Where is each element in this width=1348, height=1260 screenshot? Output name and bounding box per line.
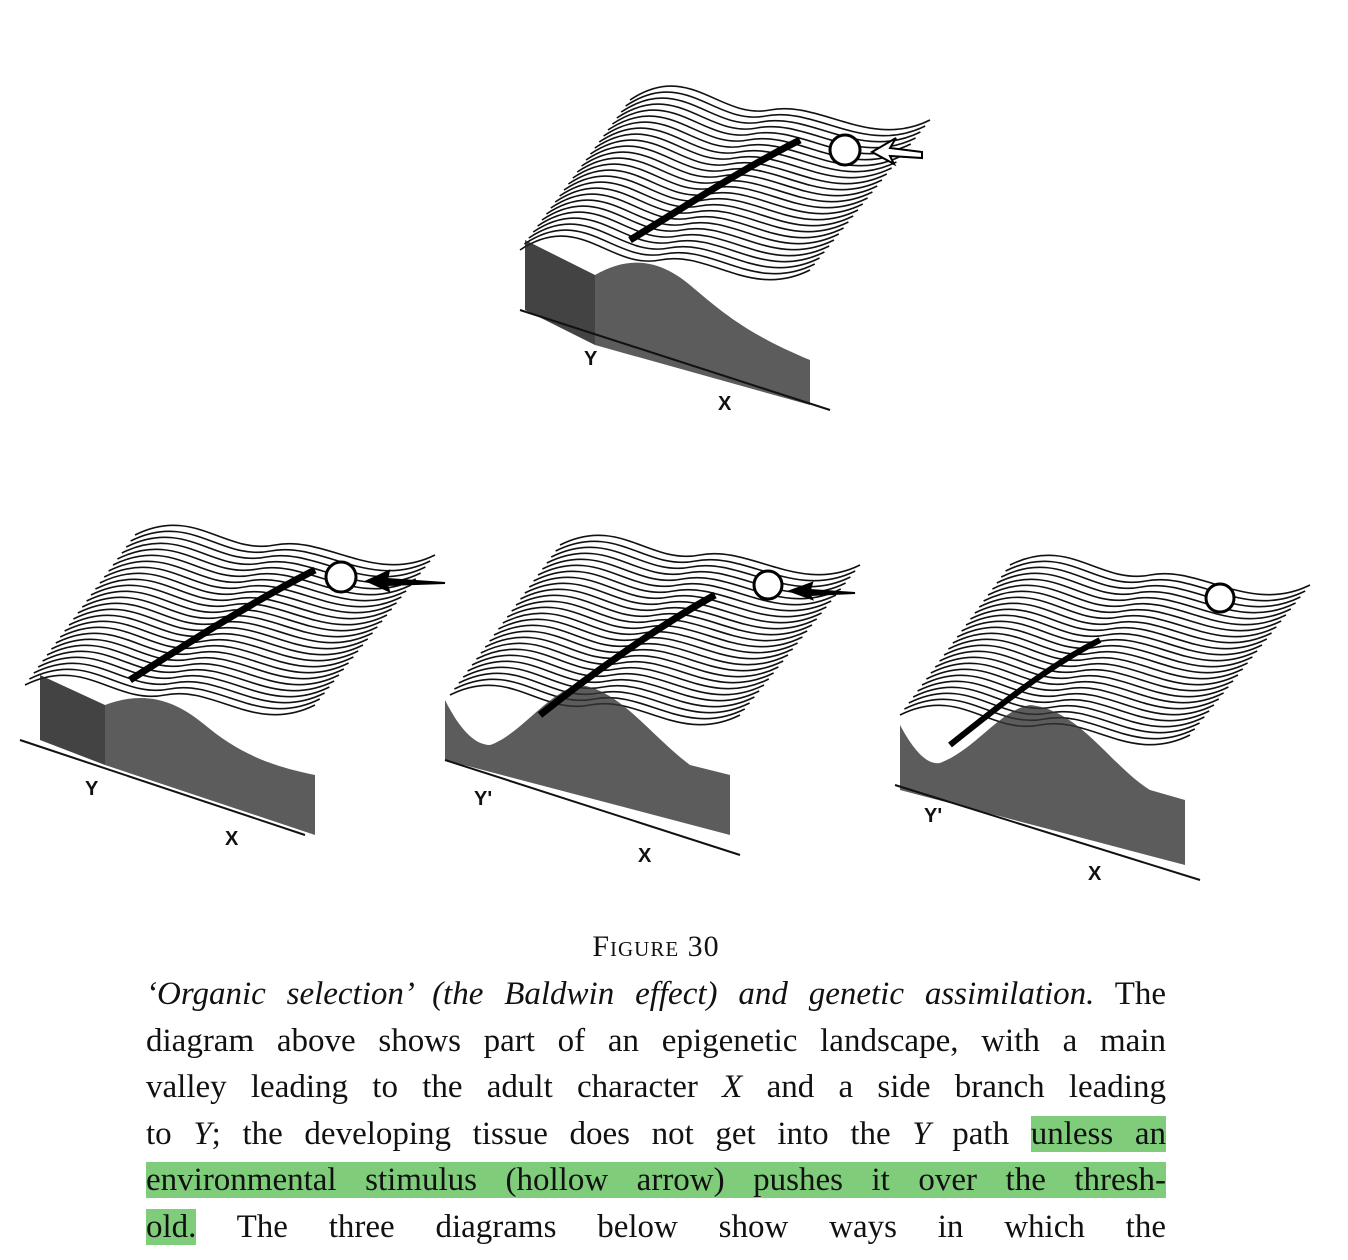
variable-y: Y (912, 1115, 931, 1152)
ball (1206, 584, 1234, 612)
label-y: Y (584, 348, 598, 370)
label-x: X (225, 828, 239, 850)
landscape-diagram-bottom-right (890, 525, 1330, 885)
caption-line-6 (146, 1204, 1166, 1251)
label-y: Y (85, 778, 99, 800)
contour-line (135, 525, 435, 564)
landscape-diagram-bottom-left (15, 495, 455, 855)
label-x: X (638, 845, 652, 867)
caption-line-5 (146, 1157, 1166, 1204)
landscape-ridges (900, 555, 1310, 744)
label-y: Y' (924, 805, 943, 827)
caption-line-2: diagram above shows part of an epigenetic landscape, with a main (146, 1022, 1166, 1059)
caption-text-fragment: path (930, 1115, 1031, 1152)
caption-text-fragment: The (1114, 976, 1166, 1012)
landscape-front-profile (525, 240, 595, 345)
contour-line (1010, 555, 1310, 594)
caption-text-fragment: and a side branch leading (742, 1069, 1166, 1105)
caption-line-1 (146, 971, 1166, 1018)
landscape-front-profile (900, 705, 1185, 865)
label-y: Y' (474, 788, 493, 810)
landscape-front-profile (445, 685, 730, 835)
caption-text-fragment: to (146, 1115, 194, 1152)
caption-text-fragment: The three diagrams below show ways in which the (196, 1208, 1166, 1245)
caption-text-fragment: valley leading to the adult character (146, 1069, 723, 1105)
caption-line-3 (146, 1064, 1166, 1111)
landscape-front-profile (40, 675, 105, 765)
label-x: X (718, 393, 732, 415)
ball (326, 562, 356, 592)
caption-text-fragment: ; the developing tissue does not get into the (211, 1115, 913, 1152)
contour-line (560, 535, 860, 574)
highlighted-text: unless an (1030, 1115, 1166, 1152)
variable-x: X (722, 1069, 743, 1105)
figure-title: Figure 30 (592, 930, 720, 963)
ball (830, 135, 860, 165)
ball (754, 571, 782, 599)
landscape-diagram-bottom-middle (440, 505, 880, 865)
landscape-diagram-top (510, 60, 950, 420)
caption-text (146, 971, 1166, 1250)
landscape-side-face (595, 263, 810, 405)
figure-caption (146, 925, 1166, 1250)
caption-italic-title: ‘Organic selection’ (the Baldwin effect) and genetic assimilation. (146, 976, 1095, 1012)
landscape-side-face (105, 698, 315, 835)
highlighted-text: environmental stimulus (hollow arrow) pushes it over the thresh- (146, 1162, 1166, 1198)
variable-y: Y (193, 1115, 212, 1152)
caption-line-4 (146, 1111, 1166, 1158)
label-x: X (1088, 863, 1102, 885)
highlighted-text: old. (146, 1208, 197, 1245)
